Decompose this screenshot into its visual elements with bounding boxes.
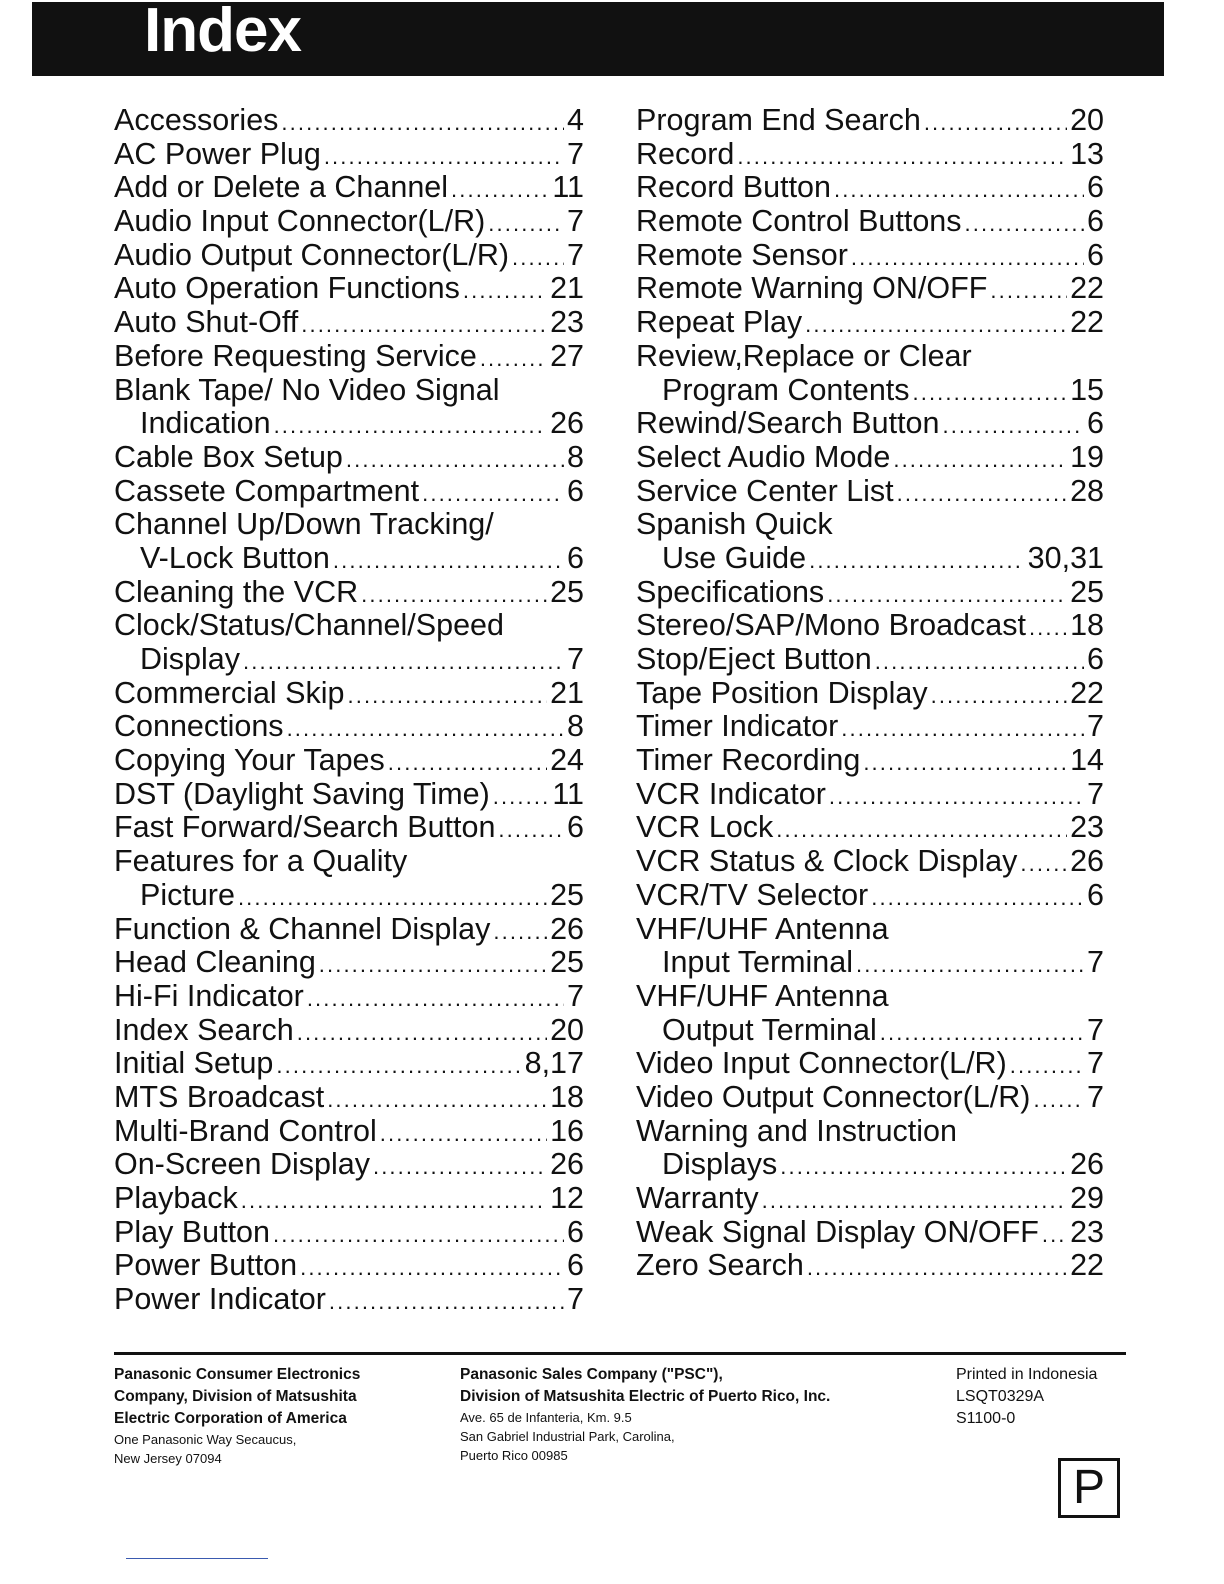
dot-leader — [276, 1049, 521, 1083]
index-term: Cleaning the VCR — [114, 574, 359, 609]
index-page-number: 7 — [1087, 776, 1104, 811]
index-entry — [114, 1081, 584, 1115]
dot-leader — [776, 813, 1067, 847]
index-page-number: 7 — [567, 136, 584, 171]
index-entry — [636, 407, 1104, 441]
footer-line: LSQT0329A — [956, 1388, 1045, 1405]
index-page-number: 15 — [1070, 372, 1104, 407]
index-entry — [114, 205, 584, 239]
index-page-number: 30,31 — [1027, 540, 1104, 575]
index-term: Program Contents — [662, 372, 910, 407]
index-term: Select Audio Mode — [636, 439, 891, 474]
index-page-number: 22 — [1070, 675, 1104, 710]
index-entry — [114, 913, 584, 947]
p-mark-box: P — [1058, 1458, 1120, 1518]
dot-leader — [990, 274, 1067, 308]
index-entry — [114, 980, 584, 1014]
index-term: Cassete Compartment — [114, 473, 420, 508]
index-term: Connections — [114, 709, 284, 744]
index-column-left — [114, 104, 584, 1317]
footer-line: Ave. 65 de Infanteria, Km. 9.5 — [460, 1410, 632, 1425]
index-page-number: 7 — [567, 237, 584, 272]
index-page-number: 11 — [552, 170, 584, 205]
index-entry — [114, 508, 584, 542]
index-term: Stereo/SAP/Mono Broadcast — [636, 608, 1026, 643]
index-term: VCR Lock — [636, 810, 774, 845]
index-term: Zero Search — [636, 1248, 804, 1283]
index-page-number: 18 — [550, 1079, 584, 1114]
index-page-number: 6 — [567, 540, 584, 575]
index-page-number: 23 — [1070, 1214, 1104, 1249]
index-page-number: 23 — [1070, 810, 1104, 845]
footer-company-pr — [460, 1364, 940, 1465]
dot-leader — [493, 915, 547, 949]
dot-leader — [829, 780, 1084, 814]
index-entry — [636, 913, 1104, 947]
page-title: Index — [144, 0, 301, 65]
dot-leader — [348, 679, 548, 713]
dot-leader — [300, 1251, 564, 1285]
index-entry — [114, 239, 584, 273]
index-term: Power Indicator — [114, 1282, 326, 1317]
dot-leader — [361, 578, 547, 612]
index-term: VHF/UHF Antenna — [636, 911, 889, 946]
footer-print-info — [956, 1364, 1146, 1430]
index-page-number: 23 — [550, 305, 584, 340]
index-page-number: 7 — [1087, 709, 1104, 744]
index-term: Blank Tape/ No Video Signal — [114, 372, 500, 407]
index-term: AC Power Plug — [114, 136, 321, 171]
index-term: Record Button — [636, 170, 831, 205]
index-entry — [636, 306, 1104, 340]
index-entry — [114, 1115, 584, 1149]
dot-leader — [324, 140, 564, 174]
index-page-number: 25 — [1070, 574, 1104, 609]
footer-line: Panasonic Consumer Electronics — [114, 1366, 361, 1383]
index-term: Initial Setup — [114, 1046, 274, 1081]
index-term: Stop/Eject Button — [636, 642, 872, 676]
index-term: Tape Position Display — [636, 675, 928, 710]
index-entry — [636, 104, 1104, 138]
index-entry — [114, 1249, 584, 1283]
footer-line: Company, Division of Matsushita — [114, 1388, 357, 1405]
index-term: Repeat Play — [636, 305, 803, 340]
index-page-number: 13 — [1070, 136, 1104, 171]
index-term: Program End Search — [636, 103, 921, 137]
index-entry — [114, 306, 584, 340]
index-entry — [114, 374, 584, 408]
index-entry — [636, 710, 1104, 744]
index-entry — [636, 609, 1104, 643]
index-entry — [114, 710, 584, 744]
index-page-number: 29 — [1070, 1181, 1104, 1215]
index-term: Warranty — [636, 1181, 759, 1215]
index-term: V-Lock Button — [140, 540, 330, 575]
index-page-number: 22 — [1070, 271, 1104, 306]
dot-leader — [488, 207, 564, 241]
index-page-number: 8,17 — [524, 1046, 584, 1081]
index-term: Play Button — [114, 1214, 270, 1249]
index-term: Warning and Instruction — [636, 1113, 957, 1148]
index-column-right — [636, 104, 1104, 1283]
index-term: VHF/UHF Antenna — [636, 978, 889, 1013]
index-entry — [114, 677, 584, 711]
index-page-number: 12 — [550, 1181, 584, 1215]
index-entry — [636, 980, 1104, 1014]
index-page-number: 4 — [567, 103, 584, 137]
index-entry — [114, 542, 584, 576]
index-term: VCR Status & Clock Display — [636, 844, 1018, 879]
index-term: Record — [636, 136, 735, 171]
dot-leader — [805, 308, 1067, 342]
index-page-number: 24 — [550, 743, 584, 778]
index-term: Channel Up/Down Tracking/ — [114, 507, 494, 542]
index-term: Features for a Quality — [114, 844, 408, 879]
index-entry — [114, 576, 584, 610]
dot-leader — [319, 948, 547, 982]
index-term: Accessories — [114, 103, 279, 137]
index-page-number: 26 — [550, 406, 584, 441]
index-entry — [114, 609, 584, 643]
index-page-number: 6 — [567, 1214, 584, 1249]
index-term: Display — [140, 642, 241, 676]
dot-leader — [893, 443, 1067, 477]
index-term: Fast Forward/Search Button — [114, 810, 496, 845]
index-term: Index Search — [114, 1012, 294, 1047]
index-entry — [636, 171, 1104, 205]
dot-leader — [498, 813, 564, 847]
index-entry — [636, 441, 1104, 475]
index-entry — [114, 845, 584, 879]
index-entry — [114, 138, 584, 172]
footer-line: San Gabriel Industrial Park, Carolina, — [460, 1429, 675, 1444]
index-page-number: 25 — [550, 877, 584, 912]
index-page-number: 21 — [550, 675, 584, 710]
index-term: Multi-Brand Control — [114, 1113, 377, 1148]
index-page-number: 20 — [550, 1012, 584, 1047]
index-page-number: 27 — [550, 338, 584, 373]
dot-leader — [924, 106, 1067, 140]
dot-leader — [762, 1184, 1067, 1218]
index-entry — [636, 374, 1104, 408]
dot-leader — [307, 982, 564, 1016]
dot-leader — [827, 578, 1067, 612]
index-term: Service Center List — [636, 473, 894, 508]
index-term: Use Guide — [662, 540, 807, 575]
index-page-number: 14 — [1070, 743, 1104, 778]
index-page-number: 6 — [567, 810, 584, 845]
index-entry — [114, 272, 584, 306]
dot-leader — [297, 1016, 547, 1050]
index-entry — [636, 1047, 1104, 1081]
index-entry — [636, 1182, 1104, 1216]
index-term: Picture — [140, 877, 235, 912]
dot-leader — [388, 746, 547, 780]
index-entry — [636, 1249, 1104, 1283]
index-entry — [636, 1115, 1104, 1149]
index-entry — [114, 946, 584, 980]
index-page-number: 11 — [552, 776, 584, 811]
dot-leader — [871, 881, 1084, 915]
index-entry — [636, 1148, 1104, 1182]
index-entry — [114, 171, 584, 205]
index-entry — [636, 677, 1104, 711]
index-term: Audio Output Connector(L/R) — [114, 237, 510, 272]
index-term: Cable Box Setup — [114, 439, 343, 474]
dot-leader — [1010, 1049, 1084, 1083]
index-page-number: 26 — [550, 1147, 584, 1182]
index-entry — [114, 1047, 584, 1081]
index-term: Function & Channel Display — [114, 911, 491, 946]
dot-leader — [913, 376, 1068, 410]
index-entry — [114, 104, 584, 138]
dot-leader — [241, 1184, 547, 1218]
index-term: Displays — [662, 1147, 778, 1182]
index-page-number: 6 — [1087, 406, 1104, 441]
index-entry — [636, 272, 1104, 306]
index-entry — [114, 1283, 584, 1317]
dot-leader — [1033, 1083, 1084, 1117]
index-entry — [636, 1014, 1104, 1048]
index-page-number: 6 — [1087, 237, 1104, 272]
dot-leader — [333, 544, 564, 578]
index-term: Commercial Skip — [114, 675, 345, 710]
index-entry — [636, 744, 1104, 778]
index-page-number: 7 — [1087, 1079, 1104, 1114]
index-entry — [114, 879, 584, 913]
index-page-number: 7 — [1087, 1046, 1104, 1081]
index-entry — [636, 138, 1104, 172]
dot-leader — [851, 241, 1084, 275]
index-term: Auto Operation Functions — [114, 271, 460, 306]
index-page-number: 18 — [1070, 608, 1104, 643]
index-term: Hi-Fi Indicator — [114, 978, 304, 1013]
dot-leader — [856, 948, 1084, 982]
index-entry — [114, 475, 584, 509]
index-term: On-Screen Display — [114, 1147, 370, 1182]
index-term: Video Output Connector(L/R) — [636, 1079, 1031, 1114]
dot-leader — [238, 881, 547, 915]
dot-leader — [809, 544, 1025, 578]
index-page-number: 6 — [1087, 204, 1104, 239]
index-term: DST (Daylight Saving Time) — [114, 776, 490, 811]
index-page-number: 26 — [1070, 844, 1104, 879]
index-page-number: 7 — [567, 978, 584, 1013]
index-entry — [636, 205, 1104, 239]
index-entry — [636, 542, 1104, 576]
index-term: Spanish Quick — [636, 507, 833, 542]
dot-leader — [875, 645, 1084, 679]
dot-leader — [942, 409, 1084, 443]
index-entry — [636, 1081, 1104, 1115]
index-term: Indication — [140, 406, 271, 441]
index-entry — [114, 1148, 584, 1182]
index-page-number: 8 — [567, 439, 584, 474]
index-term: Add or Delete a Channel — [114, 170, 449, 205]
index-term: Head Cleaning — [114, 945, 316, 980]
bottom-scan-line — [126, 1558, 268, 1559]
footer-line: Puerto Rico 00985 — [460, 1448, 568, 1463]
index-page-number: 7 — [1087, 945, 1104, 980]
index-page-number: 6 — [1087, 642, 1104, 676]
index-term: MTS Broadcast — [114, 1079, 325, 1114]
index-entry — [114, 340, 584, 374]
index-page-number: 26 — [1070, 1147, 1104, 1182]
header-bar — [32, 2, 1164, 76]
index-term: Audio Input Connector(L/R) — [114, 204, 486, 239]
dot-leader — [1020, 847, 1067, 881]
dot-leader — [493, 780, 550, 814]
index-page-number: 6 — [567, 473, 584, 508]
footer-line: Printed in Indonesia — [956, 1366, 1098, 1383]
dot-leader — [480, 342, 547, 376]
dot-leader — [380, 1117, 547, 1151]
index-page-number: 6 — [1087, 877, 1104, 912]
footer-line: Division of Matsushita Electric of Puerto Rico, Inc. — [460, 1388, 831, 1405]
index-page-number: 7 — [567, 204, 584, 239]
index-page-number: 19 — [1070, 439, 1104, 474]
index-page-number: 25 — [550, 574, 584, 609]
dot-leader — [463, 274, 547, 308]
index-term: Weak Signal Display ON/OFF — [636, 1214, 1039, 1249]
index-page-number: 21 — [550, 271, 584, 306]
dot-leader — [346, 443, 564, 477]
index-entry — [636, 879, 1104, 913]
footer-company-usa — [114, 1364, 434, 1468]
index-term: Playback — [114, 1181, 238, 1215]
index-entry — [114, 1014, 584, 1048]
index-term: Timer Recording — [636, 743, 861, 778]
index-page-number: 25 — [550, 945, 584, 980]
index-page-number: 28 — [1070, 473, 1104, 508]
index-entry — [636, 1216, 1104, 1250]
index-entry — [636, 845, 1104, 879]
index-term: Input Terminal — [662, 945, 854, 980]
dot-leader — [780, 1150, 1067, 1184]
footer-divider — [114, 1352, 1126, 1355]
dot-leader — [1029, 611, 1067, 645]
index-entry — [114, 407, 584, 441]
dot-leader — [274, 409, 547, 443]
index-page-number: 22 — [1070, 305, 1104, 340]
dot-leader — [329, 1285, 564, 1319]
index-term: Remote Control Buttons — [636, 204, 962, 239]
dot-leader — [1042, 1218, 1067, 1252]
index-term: Remote Warning ON/OFF — [636, 271, 988, 306]
index-entry — [114, 1216, 584, 1250]
index-term: Clock/Status/Channel/Speed — [114, 608, 504, 643]
index-term: Auto Shut-Off — [114, 305, 299, 340]
index-entry — [114, 643, 584, 677]
dot-leader — [281, 106, 564, 140]
index-term: Remote Sensor — [636, 237, 848, 272]
dot-leader — [512, 241, 564, 275]
index-term: Review,Replace or Clear — [636, 338, 972, 373]
index-entry — [636, 643, 1104, 677]
index-term: Copying Your Tapes — [114, 743, 385, 778]
index-entry — [636, 340, 1104, 374]
index-entry — [114, 441, 584, 475]
index-term: Output Terminal — [662, 1012, 877, 1047]
footer-line: S1100-0 — [956, 1410, 1016, 1427]
index-entry — [636, 475, 1104, 509]
dot-leader — [273, 1218, 564, 1252]
dot-leader — [737, 140, 1067, 174]
dot-leader — [834, 173, 1084, 207]
index-page-number: 6 — [1087, 170, 1104, 205]
index-term: Rewind/Search Button — [636, 406, 940, 441]
index-entry — [114, 778, 584, 812]
dot-leader — [373, 1150, 547, 1184]
index-page-number: 7 — [567, 642, 584, 676]
index-term: Video Input Connector(L/R) — [636, 1046, 1007, 1081]
dot-leader — [422, 477, 564, 511]
index-entry — [114, 1182, 584, 1216]
index-entry — [636, 778, 1104, 812]
index-entry — [636, 508, 1104, 542]
index-page-number: 20 — [1070, 103, 1104, 137]
index-page-number: 7 — [1087, 1012, 1104, 1047]
index-term: VCR Indicator — [636, 776, 826, 811]
index-entry — [636, 946, 1104, 980]
dot-leader — [897, 477, 1067, 511]
index-entry — [636, 239, 1104, 273]
footer-line: New Jersey 07094 — [114, 1451, 222, 1466]
dot-leader — [243, 645, 564, 679]
index-entry — [636, 811, 1104, 845]
index-term: Power Button — [114, 1248, 298, 1283]
index-term: Specifications — [636, 574, 825, 609]
dot-leader — [931, 679, 1067, 713]
footer-line: Panasonic Sales Company ("PSC"), — [460, 1366, 723, 1383]
index-page-number: 8 — [567, 709, 584, 744]
index-entry — [636, 576, 1104, 610]
dot-leader — [807, 1251, 1067, 1285]
dot-leader — [301, 308, 547, 342]
index-page-number: 6 — [567, 1248, 584, 1283]
dot-leader — [965, 207, 1085, 241]
index-entry — [114, 811, 584, 845]
index-page-number: 7 — [567, 1282, 584, 1317]
dot-leader — [327, 1083, 547, 1117]
dot-leader — [863, 746, 1067, 780]
dot-leader — [451, 173, 549, 207]
index-term: Before Requesting Service — [114, 338, 477, 373]
index-entry — [114, 744, 584, 778]
index-term: VCR/TV Selector — [636, 877, 869, 912]
index-page-number: 26 — [550, 911, 584, 946]
index-term: Timer Indicator — [636, 709, 839, 744]
dot-leader — [841, 712, 1084, 746]
footer-line: Electric Corporation of America — [114, 1410, 347, 1427]
dot-leader — [880, 1016, 1084, 1050]
index-page-number: 16 — [550, 1113, 584, 1148]
index-page-number: 22 — [1070, 1248, 1104, 1283]
footer-line: One Panasonic Way Secaucus, — [114, 1432, 297, 1447]
dot-leader — [287, 712, 564, 746]
